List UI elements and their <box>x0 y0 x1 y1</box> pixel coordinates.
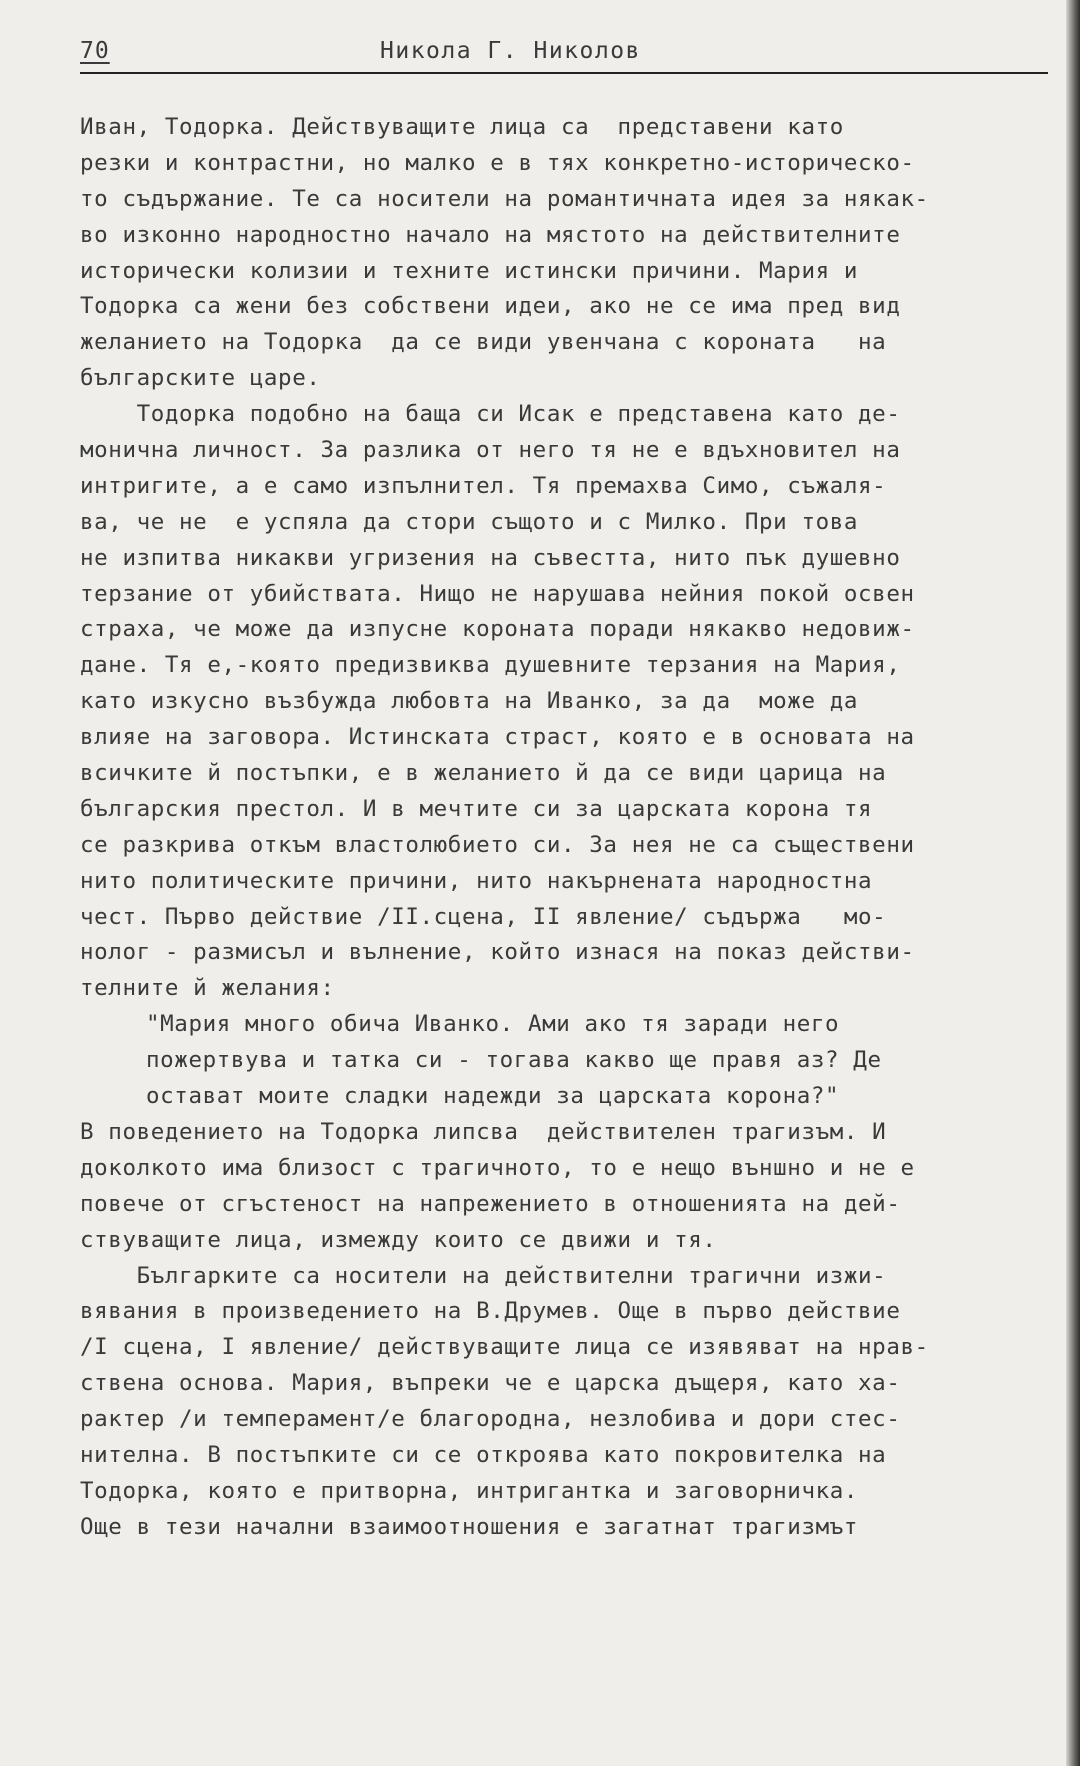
text-line: чест. Първо действие /II.сцена, II явление/ съдържа мо- <box>80 903 887 930</box>
paragraph <box>80 110 1055 397</box>
text-line: нителна. В постъпките си се откроява като покровителка на <box>80 1441 887 1468</box>
text-line: българския престол. И в мечтите си за царската корона тя <box>80 795 873 822</box>
text-line: остават моите сладки надежди за царската корона?" <box>146 1083 840 1110</box>
body-text <box>80 110 1055 1546</box>
text-line: то съдържание. Те са носители на романтичната идея за някак- <box>80 185 929 212</box>
text-line: дане. Тя е,-която предизвиква душевните терзания на Мария, <box>80 652 901 679</box>
text-line: телните й желания: <box>80 975 335 1002</box>
text-line: терзание от убийствата. Нищо не нарушава нейния покой освен <box>80 580 915 607</box>
text-line: /I сцена, I явление/ действуващите лица се изявяват на нрав- <box>80 1334 929 1361</box>
text-line: Тодорка подобно на баща си Исак е представена като де- <box>80 401 901 428</box>
text-line: Тодорка са жени без собствени идеи, ако не се има пред вид <box>80 293 901 320</box>
text-line: желанието на Тодорка да се види увенчана с короната на <box>80 329 887 356</box>
page-binding-edge <box>1066 0 1080 1766</box>
text-line: интригите, а е само изпълнител. Тя премахва Симо, съжаля- <box>80 472 887 499</box>
text-line: нолог - размисъл и вълнение, който изнася на показ действи- <box>80 939 915 966</box>
text-line: влияе на заговора. Истинската страст, която е в основата на <box>80 724 915 751</box>
running-title: Никола Г. Николов <box>380 38 641 64</box>
text-line: ствуващите лица, измежду които се движи и тя. <box>80 1226 717 1253</box>
text-line: резки и контрастни, но малко е в тях конкретно-историческо- <box>80 149 915 176</box>
text-line: Българките са носители на действителни трагични изжи- <box>80 1262 887 1289</box>
text-line: се разкрива откъм властолюбието си. За нея не са съществени <box>80 831 915 858</box>
text-line: Още в тези начални взаимоотношения е загатнат трагизмът <box>80 1513 859 1540</box>
text-line: исторически колизии и техните истински причини. Мария и <box>80 257 859 284</box>
text-line: не изпитва никакви угризения на съвестта, нито пък душевно <box>80 544 901 571</box>
text-line: во изконно народностно начало на мястото на действителните <box>80 221 901 248</box>
text-line: ствена основа. Мария, въпреки че е царска дъщеря, като ха- <box>80 1370 901 1397</box>
header-rule <box>80 72 1048 74</box>
paragraph <box>80 1115 1055 1259</box>
paragraph <box>80 1259 1055 1546</box>
text-line: пожертвува и татка си - тогава какво ще правя аз? Де <box>146 1047 882 1074</box>
text-line: страха, че може да изпусне короната поради някакво недовиж- <box>80 616 915 643</box>
text-line: повече от сгъстеност на напрежението в отношенията на дей- <box>80 1190 901 1217</box>
text-line: всичките й постъпки, е в желанието й да се види царица на <box>80 760 887 787</box>
page-header <box>80 38 1048 74</box>
text-line: доколкото има близост с трагичното, то е нещо външно и не е <box>80 1154 915 1181</box>
text-line: българските царе. <box>80 365 321 392</box>
text-line: Тодорка, която е притворна, интригантка и заговорничка. <box>80 1477 859 1504</box>
text-line: ва, че не е успяла да стори същото и с Милко. При това <box>80 508 859 535</box>
text-line: рактер /и темперамент/е благородна, незлобива и дори стес- <box>80 1406 901 1433</box>
text-line: В поведението на Тодорка липсва действителен трагизъм. И <box>80 1118 887 1145</box>
text-line: монична личност. За разлика от него тя не е вдъхновител на <box>80 437 901 464</box>
page-number: 70 <box>80 38 110 64</box>
block-quote <box>80 1007 1055 1115</box>
text-line: "Мария много обича Иванко. Ами ако тя заради него <box>146 1011 840 1038</box>
text-line: нито политическите причини, нито накърнената народностна <box>80 867 873 894</box>
text-line: като изкусно възбужда любовта на Иванко, за да може да <box>80 688 859 715</box>
paragraph <box>80 397 1055 1007</box>
text-line: Иван, Тодорка. Действуващите лица са представени като <box>80 114 844 140</box>
text-line: вявания в произведението на В.Друмев. Още в първо действие <box>80 1298 901 1325</box>
